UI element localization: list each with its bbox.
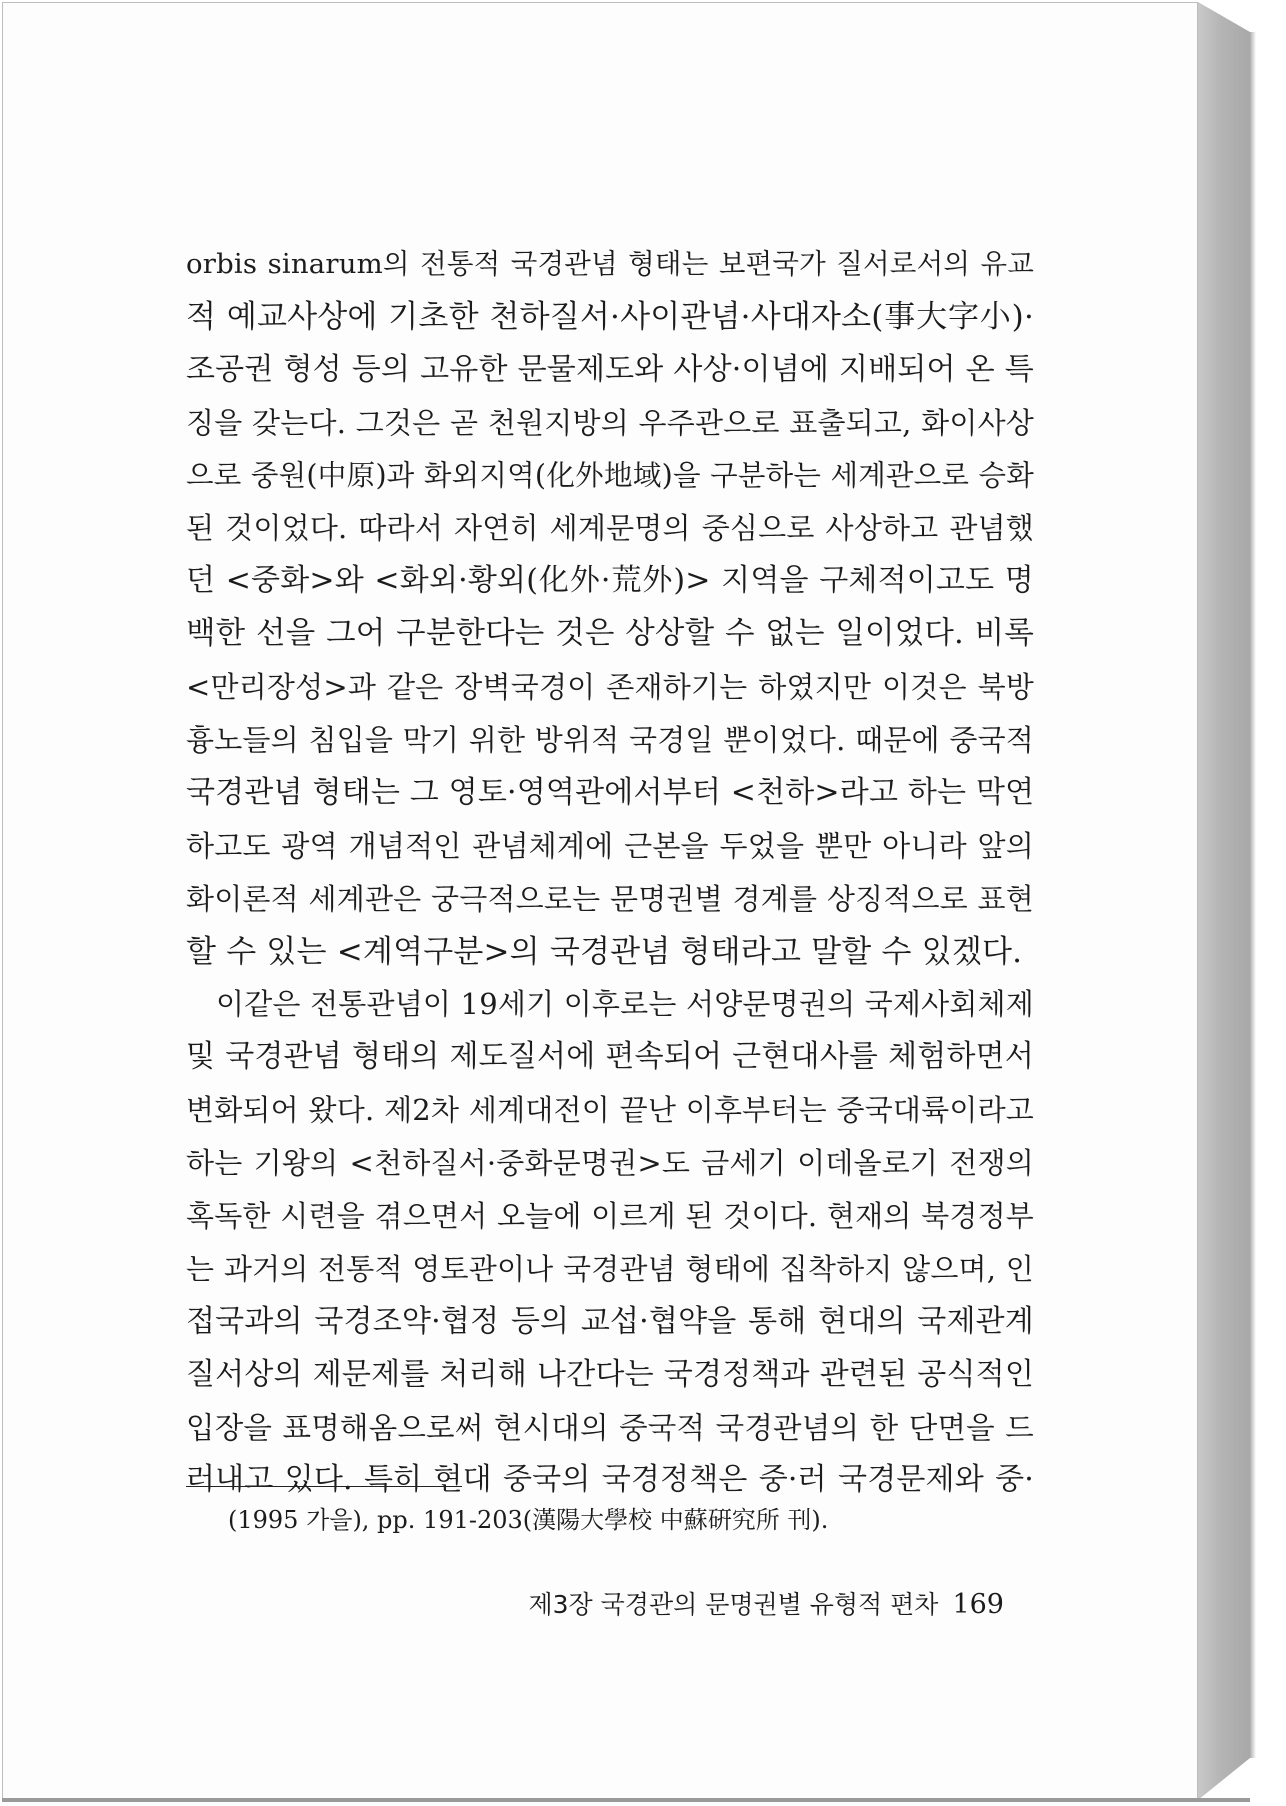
text-line: 으로 중원(中原)과 화외지역(化外地域)을 구분하는 세계관으로 승화 — [186, 458, 1034, 492]
footnote-divider — [186, 1486, 462, 1487]
text-line: 이같은 전통관념이 19세기 이후로는 서양문명권의 국제사회체제 — [216, 987, 1034, 1022]
text-line: 할 수 있는 <계역구분>의 국경관념 형태라고 말할 수 있겠다. — [186, 933, 1023, 970]
page-bottom-edge — [2, 1798, 1250, 1802]
chapter-title: 제3장 국경관의 문명권별 유형적 편차 — [528, 1590, 939, 1619]
text-line: 및 국경관념 형태의 제도질서에 편속되어 근현대사를 체험하면서 — [186, 1039, 1034, 1075]
page-edge-shadow — [1250, 32, 1256, 1758]
text-line: 변화되어 왔다. 제2차 세계대전이 끝난 이후부터는 중국대륙이라고 — [186, 1093, 1034, 1128]
text-line: orbis sinarum의 전통적 국경관념 형태는 보편국가 질서로서의 유교 — [186, 248, 1034, 280]
page-edge-3d — [1198, 2, 1250, 1800]
paragraph-2 — [186, 978, 1034, 1507]
text-line: 하는 기왕의 <천하질서·중화문명권>도 금세기 이데올로기 전쟁의 — [186, 1146, 1034, 1181]
text-line: 하고도 광역 개념적인 관념체계에 근본을 두었을 뿐만 아니라 앞의 — [186, 828, 1034, 863]
text-line: 러내고 있다. 특히 현대 중국의 국경정책은 중·러 국경문제와 중· — [186, 1462, 1034, 1498]
body-text-block — [186, 238, 1034, 1507]
text-line: 화이론적 세계관은 궁극적으로는 문명권별 경계를 상징적으로 표현 — [186, 881, 1034, 916]
text-line: 접국과의 국경조약·협정 등의 교섭·협약을 통해 현대의 국제관계 — [186, 1303, 1034, 1339]
running-footer — [529, 1588, 1005, 1622]
text-line: 는 과거의 전통적 영토관이나 국경관념 형태에 집착하지 않으며, 인 — [186, 1251, 1034, 1286]
text-line: 질서상의 제문제를 처리해 나간다는 국경정책과 관련된 공식적인 — [186, 1356, 1034, 1392]
page-number: 169 — [952, 1589, 1004, 1620]
text-line: 국경관념 형태는 그 영토·영역관에서부터 <천하>라고 하는 막연 — [186, 774, 1035, 810]
text-line: <만리장성>과 같은 장벽국경이 존재하기는 하였지만 이것은 북방 — [186, 670, 1034, 705]
text-line: 흉노들의 침입을 막기 위한 방위적 국경일 뿐이었다. 때문에 중국적 — [186, 723, 1034, 758]
text-line: 혹독한 시련을 겪으면서 오늘에 이르게 된 것이다. 현재의 북경정부 — [186, 1199, 1034, 1234]
text-line: 적 예교사상에 기초한 천하질서·사이관념·사대자소(事大字小)· — [186, 298, 1034, 335]
paragraph-1 — [186, 238, 1034, 978]
text-line: 던 <중화>와 <화외·황외(化外·荒外)> 지역을 구체적이고도 명 — [186, 563, 1034, 599]
text-line: 입장을 표명해옴으로써 현시대의 중국적 국경관념의 한 단면을 드 — [186, 1410, 1034, 1445]
text-line: 된 것이었다. 따라서 자연히 세계문명의 중심으로 사상하고 관념했 — [186, 511, 1034, 546]
text-line: 조공권 형성 등의 고유한 문물제도와 사상·이념에 지배되어 온 특 — [186, 351, 1034, 387]
footnote-text: (1995 가을), pp. 191-203(漢陽大學校 中蘇硏究所 刊). — [228, 1506, 829, 1534]
text-line: 백한 선을 그어 구분한다는 것은 상상할 수 없는 일이었다. 비록 — [186, 616, 1034, 652]
text-line: 징을 갖는다. 그것은 곧 천원지방의 우주관으로 표출되고, 화이사상 — [186, 405, 1034, 440]
